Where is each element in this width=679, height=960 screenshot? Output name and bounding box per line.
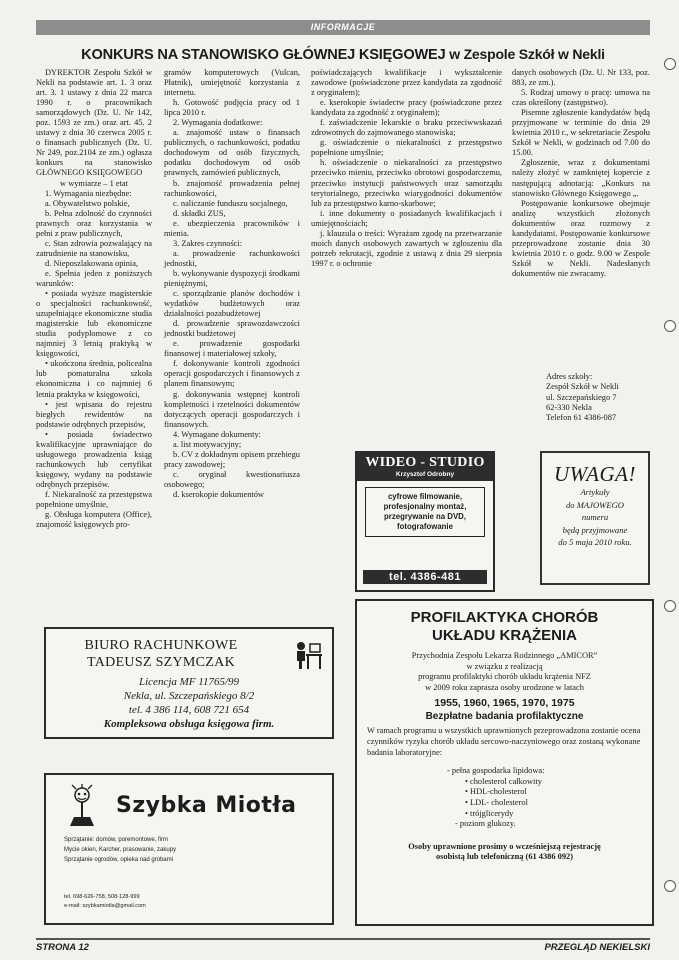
paragraph: DYREKTOR Zespołu Szkół w Nekli na podstawie art. 1. 3 oraz art. 3. 1 ustawy z dnia 22 marca 1990 r. o pracownikach samorządowych (Dz. U. Nr 142, poz. 1593 ze zm.) oraz art. 45. 2 ustawy z dnia 30 czerwca 2005 r. o finansach publicznych (Dz. U. Nr 249, poz.2104 ze zm.) ogłasza konkurs na stanowisko GŁÓWNEGO KSIĘGOWEGO [36, 68, 152, 178]
paragraph: a. list motywacyjny; [173, 439, 242, 449]
paragraph: a. prowadzenie rachunkowości jednostki, [164, 248, 300, 268]
page-number: STRONA 12 [36, 942, 89, 953]
paragraph: • jest wpisana do rejestru biegłych rewidentów na podstawie odrębnych przepisów, [36, 399, 152, 429]
uwaga-line: będą przyjmowane [562, 524, 628, 535]
cleaning-service-item: Mycie okien, Karcher, prasowanie, zakupy [64, 847, 177, 853]
uwaga-notice [540, 451, 650, 585]
magazine-name: PRZEGLĄD NEKIELSKI [544, 942, 650, 953]
accounting-license: Licencja MF 11765/99 [139, 676, 239, 688]
paragraph: • ukończona średnia, policealna lub pomaturalna szkoła ekonomiczna i co najmniej 6 letnia praktyka w księgowości, [36, 359, 152, 399]
test-item: • cholesterol całkowity [465, 776, 542, 786]
punch-hole [664, 320, 676, 332]
paragraph: b. znajomość prowadzenia pełnej rachunkowości, [164, 178, 300, 198]
prevention-intro: w 2009 roku zaprasza osoby urodzone w latach [425, 682, 584, 692]
section-label: INFORMACJE [310, 22, 376, 32]
paragraph: d. kserokopie dokumentów [173, 489, 264, 499]
address-line: 62-330 Nekla [546, 402, 592, 412]
paragraph: f. zaświadczenie lekarskie o braku przeciwwskazań zdrowotnych do zajmowanego stanowiska; [311, 118, 502, 138]
paragraph: b. Pełna zdolność do czynności prawnych oraz korzystania w pełni z praw publicznych, [36, 208, 152, 238]
paragraph: d. prowadzenie sprawozdawczości jednostki budżetowej [164, 319, 300, 339]
video-studio-header [357, 453, 493, 481]
paragraph: c. oryginał kwestionariusza osobowego; [164, 469, 300, 489]
video-studio-phone: tel. 4386-481 [363, 570, 487, 584]
test-item: • LDL- cholesterol [465, 797, 528, 807]
paragraph: danych osobowych (Dz. U. Nr 133, poz. 883, ze zm.). [512, 68, 650, 88]
office-worker-icon [290, 639, 324, 673]
paragraph: gramów komputerowych (Vulcan, Płatnik), umiejętność korzystania z internetu. [164, 68, 300, 98]
paragraph: g. Obsługa komputera (Office), znajomość księgowych pro- [36, 510, 152, 530]
paragraph: c. sporządzanie planów dochodów i wydatków budżetowych oraz działalności pozabudżetowej [164, 289, 300, 319]
cleaning-service-item: Sprzątanie ogrodów, opieka nad grobami [64, 857, 174, 863]
cleaning-service-item: Sprzątanie: domów, poremontowe, firm [64, 837, 169, 843]
paragraph: d. Nieposzlakowana opinia, [45, 258, 139, 268]
prevention-intro: Przychodnia Zespołu Lekarza Rodzinnego „AMICOR” [411, 651, 598, 660]
prevention-body: W ramach programu u wszystkich uprawnionych przeprowadzona zostanie ocena czynników ryzyka chorób układu sercowo-naczyniowego oraz zostaną wykonane badania laboratoryjne: [367, 726, 641, 757]
paragraph: 4. Wymagane dokumenty: [173, 429, 261, 439]
paragraph: h. oświadczenie o niekaralności za przestępstwo przeciwko mieniu, przeciwko obrotowi gospodarczemu, przeciwko instytucji państwowych oraz samorządu terytorialnego, przeciwko wiarygodności dokumentów lub za przestępstwo karno-skarbowe; [311, 158, 502, 208]
accounting-phones: tel. 4 386 114, 608 721 654 [128, 704, 250, 716]
cleaning-services-list [64, 835, 176, 865]
paragraph: b. wykonywanie dyspozycji środkami pieniężnymi, [164, 268, 300, 288]
paragraph: h. Gotowość podjęcia pracy od 1 lipca 2010 r. [164, 98, 300, 118]
paragraph: 2. Wymagania dodatkowe: [173, 118, 263, 128]
paragraph: g. oświadczenie o niekaralności z przestępstwo popełnione umyślnie; [311, 138, 502, 158]
prevention-title-1: PROFILAKTYKA CHORÓB [410, 609, 599, 626]
article-column-2 [164, 68, 300, 500]
broom-mascot-icon [62, 783, 106, 827]
paragraph: Pisemne zgłoszenie kandydatów będą przyjmowane w terminie do dnia 29 kwietnia 2010 r., w sekretariacie Zespołu Szkół w Nekli, w godzinach od 7.00 do 15.00. [512, 108, 650, 158]
paragraph: • posiada wyższe magisterskie o specjalności rachunkowość, uzupełniające ekonomiczne studia magisterskie lub ekonomiczne studia podyplomowe z co najmniej 3 letnią praktyką w księgowości, [36, 289, 152, 359]
uwaga-title: UWAGA! [553, 462, 636, 486]
address-line: Adres szkoły: [546, 372, 593, 381]
prevention-intro: programu profilaktyki chorób układu krążenia NFZ [418, 672, 591, 682]
accounting-office-ad [44, 627, 334, 739]
uwaga-line: numeru [581, 512, 609, 522]
punch-hole [664, 600, 676, 612]
paragraph: a. znajomość ustaw o finansach publicznych, o rachunkowości, podatku dochodowym od osób fizycznych, podatku dochodowym od osób prawnych, zamówień publicznych, [164, 128, 300, 178]
address-line: Zespół Szkół w Nekli [546, 382, 619, 392]
test-item: • HDL-cholesterol [465, 787, 527, 797]
service-item: cyfrowe filmowanie, [387, 492, 463, 501]
paragraph: • posiada świadectwo kwalifikacyjne uprawniające do usługowego prowadzenia ksiąg rachunkowych lub certyfikat księgowy, wydany na podstawie odrębnych przepisów. [36, 429, 152, 489]
paragraph: b. CV z dokładnym opisem przebiegu pracy zawodowej; [164, 449, 300, 469]
paragraph: c. Stan zdrowia pozwalający na zatrudnienie na stanowisku, [36, 238, 152, 258]
cleaning-service-ad [44, 773, 334, 925]
accounting-office-line: BIURO RACHUNKOWE [84, 638, 238, 653]
article-title [36, 44, 650, 65]
uwaga-line: Artykuły [580, 487, 610, 497]
prevention-intro: w związku z realizacją [466, 661, 543, 671]
test-item: - poziom glukozy. [455, 819, 516, 829]
paragraph: a. Obywatelstwo polskie, [45, 198, 130, 208]
accounting-office-owner: TADEUSZ SZYMCZAK [87, 655, 235, 670]
uwaga-line: do MAJOWEGO [566, 499, 624, 510]
paragraph: f. Niekaralność za przestępstwa popełnione umyślnie, [36, 489, 152, 510]
prevention-registration-phone: osobistą lub telefoniczną (61 4386 092) [435, 852, 574, 862]
cardio-prevention-notice [355, 599, 654, 926]
test-item: - pełna gospodarka lipidowa: [447, 766, 545, 776]
cleaning-phone: tel. 698-626-758, 508-128-999 [64, 894, 140, 900]
paragraph: f. dokonywanie kontroli zgodności operacji gospodarczych i finansowych z planem finansowym; [164, 359, 300, 389]
uwaga-line: do 5 maja 2010 roku. [558, 537, 632, 547]
paragraph: e. Spełnia jeden z poniższych warunków: [36, 268, 152, 288]
cleaning-contact [64, 893, 146, 911]
paragraph: 1. Wymagania niezbędne: [45, 188, 132, 198]
service-item: profesjonalny montaż, [383, 502, 467, 511]
video-studio-owner: Krzysztof Odrobny [395, 471, 455, 478]
accounting-office-name [46, 637, 276, 671]
article-column-4 [512, 68, 650, 279]
cleaning-email: e-mail: szybkamiotla@gmail.com [64, 903, 146, 909]
accounting-slogan: Kompleksowa obsługa księgowa firm. [103, 718, 275, 730]
address-line: ul. Szczepańskiego 7 [546, 392, 617, 402]
section-header-bar [36, 20, 650, 35]
paragraph: 5. Rodzaj umowy o pracę: umowa na czas określony (zastępstwo). [512, 88, 650, 108]
school-address [546, 372, 619, 423]
punch-hole [664, 58, 676, 70]
paragraph: g. dokonywania wstępnej kontroli kompletności i rzetelności dokumentów dotyczących operacji gospodarczych i finansowych. [164, 389, 300, 429]
test-item: • trójglicerydy [465, 808, 514, 818]
service-item: przegrywanie na DVD, [384, 512, 466, 521]
accounting-address: Nekla, ul. Szczepańskiego 8/2 [123, 690, 255, 702]
prevention-test-list [447, 766, 652, 830]
prevention-years: 1955, 1960, 1965, 1970, 1975 [434, 697, 575, 710]
article-column-1 [36, 68, 152, 530]
paragraph: poświadczających kwalifikacje i wykształcenie zawodowe (poświadczone przez kandydata za zgodność z oryginałem); [311, 68, 502, 98]
paragraph: e. prowadzenie gospodarki finansowej i materiałowej szkoły, [164, 339, 300, 359]
paragraph: w wymiarze – 1 etat [60, 178, 128, 188]
paragraph: e. kserokopie świadectw pracy (poświadczone przez kandydata za zgodność z oryginałem); [311, 98, 502, 118]
paragraph: d. składki ZUS, [173, 208, 226, 218]
page-footer [36, 938, 650, 954]
punch-hole [664, 880, 676, 892]
paragraph: 3. Zakres czynności: [173, 238, 243, 248]
paragraph: c. naliczanie funduszu socjalnego, [173, 198, 288, 208]
prevention-title-2: UKŁADU KRĄŻENIA [432, 627, 577, 644]
video-studio-services [365, 487, 485, 537]
paragraph: Postępowanie konkursowe obejmuje analizę wszystkich złożonych dokumentów oraz rozmowy z kandydatami. Postępowanie konkursowe przeprowadzone zostanie dnia 30 kwietnia 2010 r. o godz. 9.00 w Zespole Szkół w Nekli. Nadesłanych dokumentów nie zwracamy. [512, 198, 650, 278]
paragraph: e. ubezpieczenia pracowników i mienia. [164, 218, 300, 238]
video-studio-ad [355, 451, 495, 592]
article-title-sub: w Zespole Szkół w Nekli [445, 46, 605, 62]
article-title-main: KONKURS NA STANOWISKO GŁÓWNEJ KSIĘGOWEJ [81, 47, 446, 63]
address-line: Telefon 61 4386-087 [546, 413, 617, 423]
paragraph: i. inne dokumenty o posiadanych kwalifikacjach i umiejętnościach; [311, 208, 502, 228]
video-studio-title: WIDEO - STUDIO [365, 455, 485, 470]
article-column-3 [311, 68, 502, 269]
cleaning-service-name: Szybka Miotła [116, 793, 297, 818]
paragraph: j. klauzula o treści: Wyrażam zgodę na przetwarzanie moich danych osobowych zawartych w zgłoszeniu dla potrzeb rekrutacji, zgodnie z ustawą z dnia 29 sierpnia 1997 r. o ochronie [311, 228, 502, 268]
paragraph: Zgłoszenie, wraz z dokumentami należy złożyć w zamkniętej kopercie z następującą adnotacją: „Konkurs na stanowisko Głównego Księgowego „. [512, 158, 650, 198]
prevention-registration: Osoby uprawnione prosimy o wcześniejszą rejestrację [408, 841, 601, 851]
service-item: fotografowanie [397, 522, 453, 531]
prevention-free-tests: Bezpłatne badania profilaktyczne [425, 711, 584, 723]
